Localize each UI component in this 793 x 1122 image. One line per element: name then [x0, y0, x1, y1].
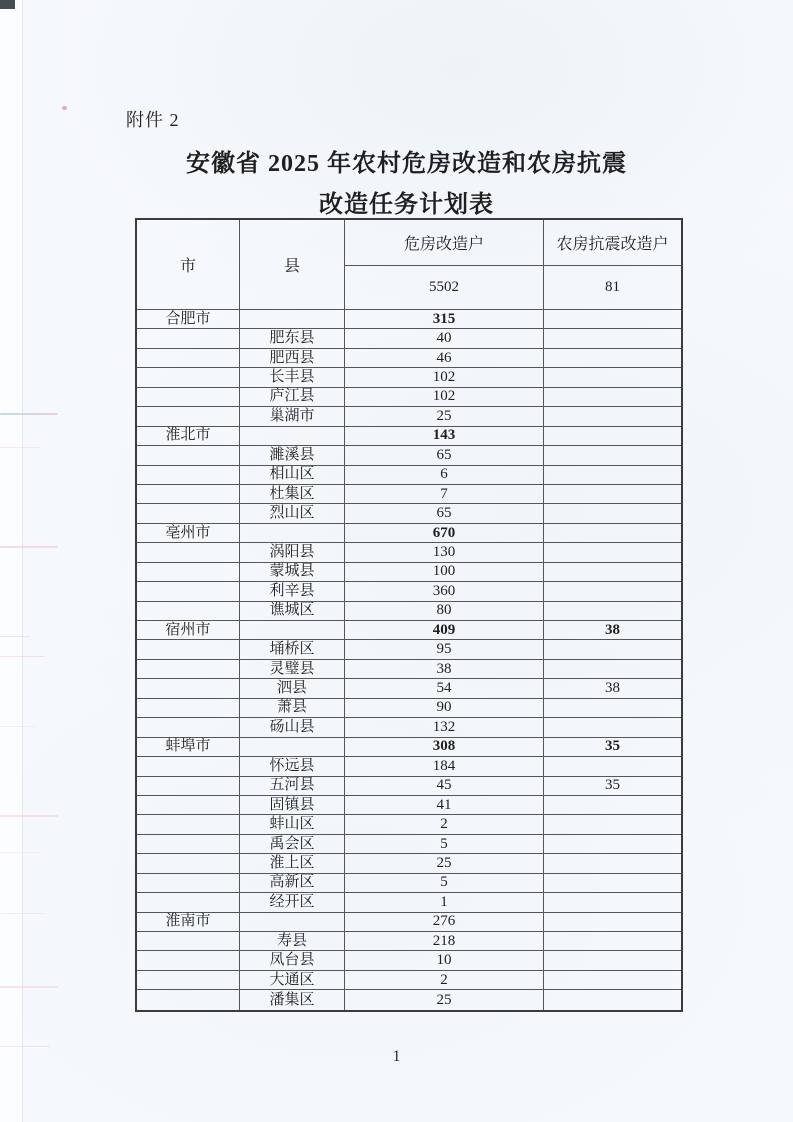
table-row	[137, 504, 681, 523]
city-cell	[137, 679, 240, 698]
county-cell: 寿县	[240, 932, 345, 951]
county-cell: 肥东县	[240, 329, 345, 348]
danger-cell: 315	[345, 310, 544, 329]
city-cell	[137, 874, 240, 893]
county-cell: 肥西县	[240, 349, 345, 368]
danger-cell: 10	[345, 951, 544, 970]
table-body	[137, 310, 681, 1010]
county-cell: 五河县	[240, 777, 345, 796]
danger-cell: 276	[345, 913, 544, 932]
danger-cell: 5	[345, 874, 544, 893]
seismic-cell	[544, 660, 681, 679]
city-cell	[137, 990, 240, 1009]
table-row	[137, 757, 681, 776]
seismic-cell: 38	[544, 679, 681, 698]
city-cell	[137, 718, 240, 737]
county-cell: 长丰县	[240, 368, 345, 387]
seismic-cell: 38	[544, 621, 681, 640]
danger-cell: 184	[345, 757, 544, 776]
county-cell: 杜集区	[240, 485, 345, 504]
table-row	[137, 388, 681, 407]
seismic-cell	[544, 504, 681, 523]
table-row	[137, 932, 681, 951]
seismic-cell	[544, 602, 681, 621]
county-cell	[240, 621, 345, 640]
danger-cell: 25	[345, 407, 544, 426]
danger-cell: 100	[345, 563, 544, 582]
city-cell	[137, 388, 240, 407]
table-row	[137, 582, 681, 601]
document-title-line1: 安徽省 2025 年农村危房改造和农房抗震	[186, 151, 627, 177]
danger-cell: 90	[345, 699, 544, 718]
county-cell: 谯城区	[240, 602, 345, 621]
scan-corner-mark	[0, 0, 15, 9]
city-cell	[137, 582, 240, 601]
city-cell	[137, 640, 240, 659]
seismic-cell	[544, 796, 681, 815]
table-row	[137, 835, 681, 854]
table-row	[137, 349, 681, 368]
seismic-total: 81	[544, 266, 681, 310]
city-cell: 合肥市	[137, 310, 240, 329]
seismic-cell	[544, 466, 681, 485]
city-cell	[137, 932, 240, 951]
table-row	[137, 427, 681, 446]
county-cell: 高新区	[240, 874, 345, 893]
city-cell	[137, 485, 240, 504]
table-row	[137, 815, 681, 834]
city-cell	[137, 815, 240, 834]
county-cell: 固镇县	[240, 796, 345, 815]
seismic-cell	[544, 407, 681, 426]
scan-artifact-line	[0, 726, 35, 727]
seismic-cell: 35	[544, 738, 681, 757]
table-row	[137, 971, 681, 990]
table-row	[137, 524, 681, 543]
table-row	[137, 951, 681, 970]
county-cell: 泗县	[240, 679, 345, 698]
danger-cell: 143	[345, 427, 544, 446]
col-header-danger: 危房改造户	[345, 220, 544, 266]
county-cell: 庐江县	[240, 388, 345, 407]
city-cell	[137, 699, 240, 718]
seismic-cell	[544, 446, 681, 465]
danger-cell: 670	[345, 524, 544, 543]
danger-cell: 132	[345, 718, 544, 737]
danger-cell: 6	[345, 466, 544, 485]
seismic-cell	[544, 543, 681, 562]
seismic-cell	[544, 640, 681, 659]
table-row	[137, 679, 681, 698]
danger-cell: 80	[345, 602, 544, 621]
seismic-cell	[544, 932, 681, 951]
attachment-label: 附件 2	[126, 110, 180, 130]
scan-artifact-line	[0, 913, 45, 914]
seismic-cell	[544, 893, 681, 912]
table-row	[137, 893, 681, 912]
danger-cell: 38	[345, 660, 544, 679]
danger-cell: 40	[345, 329, 544, 348]
table-row	[137, 660, 681, 679]
city-cell: 蚌埠市	[137, 738, 240, 757]
city-cell: 亳州市	[137, 524, 240, 543]
city-cell: 淮南市	[137, 913, 240, 932]
county-cell	[240, 738, 345, 757]
county-cell: 利辛县	[240, 582, 345, 601]
scan-artifact-line	[0, 413, 58, 415]
seismic-cell	[544, 310, 681, 329]
county-cell: 淮上区	[240, 854, 345, 873]
seismic-cell	[544, 913, 681, 932]
seismic-cell	[544, 874, 681, 893]
city-cell	[137, 407, 240, 426]
table-row	[137, 329, 681, 348]
city-cell	[137, 543, 240, 562]
danger-cell: 5	[345, 835, 544, 854]
county-cell: 大通区	[240, 971, 345, 990]
seismic-cell	[544, 427, 681, 446]
danger-cell: 25	[345, 990, 544, 1009]
city-cell	[137, 951, 240, 970]
danger-cell: 1	[345, 893, 544, 912]
danger-cell: 308	[345, 738, 544, 757]
seismic-cell	[544, 388, 681, 407]
table-header	[137, 220, 681, 310]
table-row	[137, 718, 681, 737]
city-cell	[137, 854, 240, 873]
county-cell: 凤台县	[240, 951, 345, 970]
table-row	[137, 407, 681, 426]
table-row	[137, 310, 681, 329]
danger-cell: 409	[345, 621, 544, 640]
seismic-cell	[544, 990, 681, 1009]
seismic-cell	[544, 757, 681, 776]
table-row	[137, 874, 681, 893]
county-cell: 经开区	[240, 893, 345, 912]
document-title	[60, 144, 753, 226]
table-row	[137, 854, 681, 873]
danger-cell: 65	[345, 446, 544, 465]
danger-cell: 102	[345, 368, 544, 387]
county-cell	[240, 310, 345, 329]
seismic-cell: 35	[544, 777, 681, 796]
table-row	[137, 913, 681, 932]
county-cell: 涡阳县	[240, 543, 345, 562]
danger-cell: 360	[345, 582, 544, 601]
county-cell	[240, 913, 345, 932]
county-cell: 蚌山区	[240, 815, 345, 834]
table-row	[137, 796, 681, 815]
table-row	[137, 543, 681, 562]
danger-cell: 95	[345, 640, 544, 659]
danger-cell: 45	[345, 777, 544, 796]
seismic-cell	[544, 349, 681, 368]
county-cell: 怀远县	[240, 757, 345, 776]
city-cell: 宿州市	[137, 621, 240, 640]
city-cell	[137, 329, 240, 348]
scan-artifact-line	[0, 852, 40, 853]
seismic-cell	[544, 699, 681, 718]
city-cell	[137, 504, 240, 523]
seismic-cell	[544, 971, 681, 990]
city-cell	[137, 466, 240, 485]
table-row	[137, 563, 681, 582]
city-cell	[137, 446, 240, 465]
danger-cell: 218	[345, 932, 544, 951]
county-cell: 砀山县	[240, 718, 345, 737]
city-cell	[137, 563, 240, 582]
county-cell: 濉溪县	[240, 446, 345, 465]
seismic-cell	[544, 368, 681, 387]
county-cell: 巢湖市	[240, 407, 345, 426]
city-cell	[137, 602, 240, 621]
col-header-county: 县	[240, 220, 345, 310]
city-cell	[137, 349, 240, 368]
city-cell	[137, 777, 240, 796]
county-cell: 萧县	[240, 699, 345, 718]
seismic-cell	[544, 485, 681, 504]
scan-artifact-line	[0, 656, 45, 657]
city-cell	[137, 368, 240, 387]
county-cell: 灵璧县	[240, 660, 345, 679]
seismic-cell	[544, 815, 681, 834]
city-cell	[137, 835, 240, 854]
county-cell	[240, 524, 345, 543]
seismic-cell	[544, 718, 681, 737]
scan-artifact-line	[0, 815, 58, 817]
city-cell	[137, 757, 240, 776]
danger-cell: 2	[345, 815, 544, 834]
city-cell	[137, 660, 240, 679]
danger-cell: 7	[345, 485, 544, 504]
col-header-city: 市	[137, 220, 240, 310]
county-cell: 禹会区	[240, 835, 345, 854]
seismic-cell	[544, 329, 681, 348]
seismic-cell	[544, 951, 681, 970]
city-cell	[137, 971, 240, 990]
scan-artifact-line	[0, 447, 40, 448]
danger-cell: 25	[345, 854, 544, 873]
county-cell: 埇桥区	[240, 640, 345, 659]
danger-cell: 54	[345, 679, 544, 698]
city-cell: 淮北市	[137, 427, 240, 446]
scan-artifact-line	[0, 1046, 50, 1047]
table-row	[137, 621, 681, 640]
danger-cell: 46	[345, 349, 544, 368]
table-row	[137, 602, 681, 621]
county-cell: 蒙城县	[240, 563, 345, 582]
danger-cell: 102	[345, 388, 544, 407]
scan-edge-strip	[0, 0, 23, 1122]
col-header-seismic: 农房抗震改造户	[544, 220, 681, 266]
table-row	[137, 640, 681, 659]
seismic-cell	[544, 835, 681, 854]
page-number: 1	[392, 1048, 401, 1065]
danger-total: 5502	[345, 266, 544, 310]
table-row	[137, 738, 681, 757]
danger-cell: 65	[345, 504, 544, 523]
seismic-cell	[544, 563, 681, 582]
table-row	[137, 699, 681, 718]
scan-artifact-line	[0, 636, 30, 637]
seismic-cell	[544, 524, 681, 543]
county-cell: 相山区	[240, 466, 345, 485]
table-row	[137, 446, 681, 465]
document-title-line2: 改造任务计划表	[319, 192, 494, 218]
city-cell	[137, 893, 240, 912]
plan-table	[135, 218, 683, 1012]
scan-artifact-line	[0, 986, 58, 988]
scan-artifact-line	[0, 546, 58, 548]
table-row	[137, 485, 681, 504]
city-cell	[137, 796, 240, 815]
danger-cell: 2	[345, 971, 544, 990]
table-row	[137, 777, 681, 796]
table-row	[137, 466, 681, 485]
danger-cell: 130	[345, 543, 544, 562]
table-row	[137, 368, 681, 387]
county-cell	[240, 427, 345, 446]
seismic-cell	[544, 582, 681, 601]
danger-cell: 41	[345, 796, 544, 815]
county-cell: 烈山区	[240, 504, 345, 523]
scan-speck	[62, 106, 67, 110]
table-row	[137, 990, 681, 1009]
county-cell: 潘集区	[240, 990, 345, 1009]
seismic-cell	[544, 854, 681, 873]
